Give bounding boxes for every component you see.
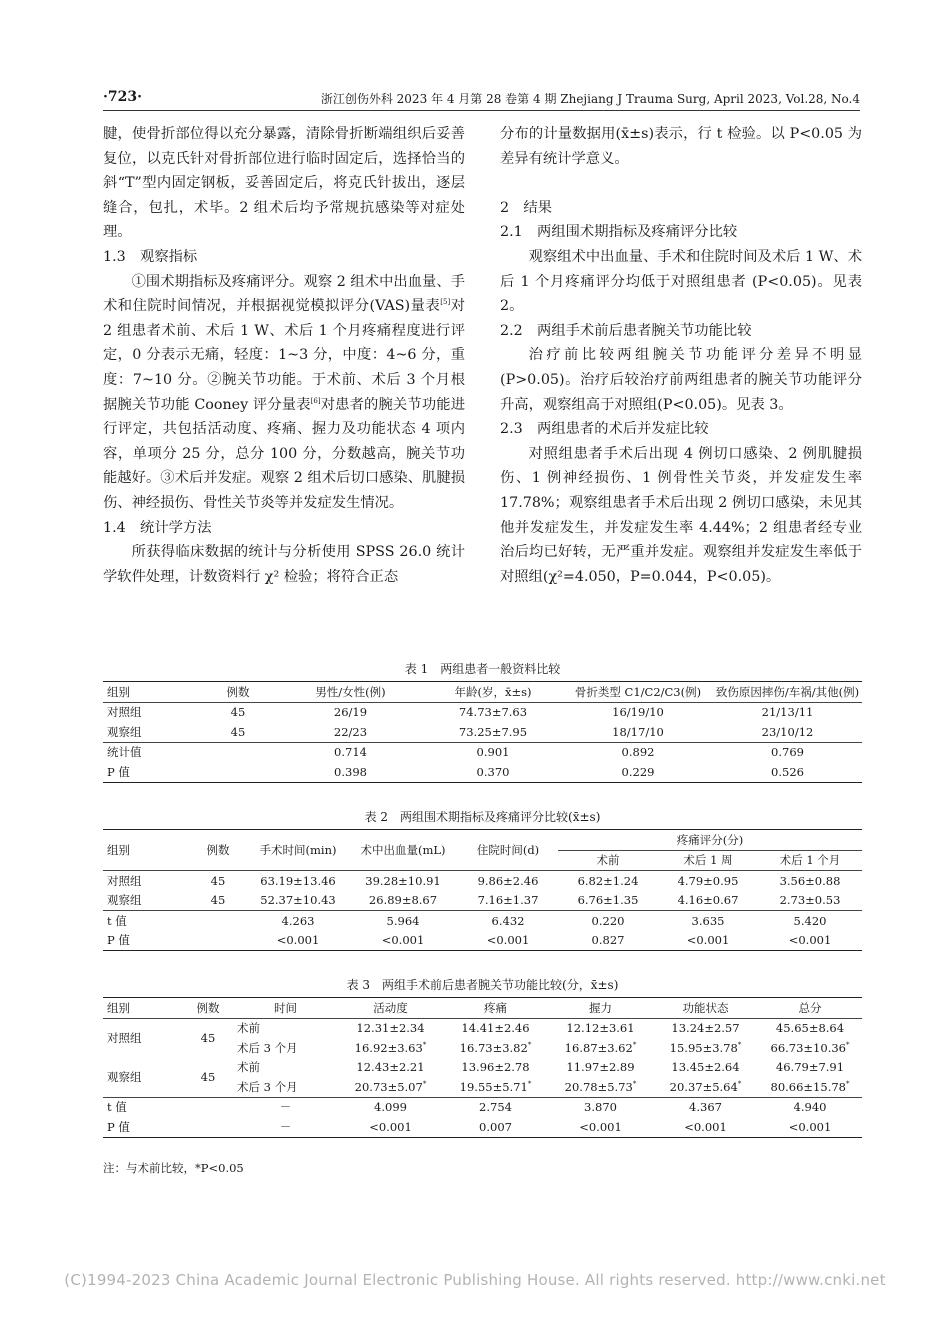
table-cell: 13.96±2.78 [461, 1060, 530, 1075]
journal-header: 浙江创伤外科 2023 年 4 月第 28 卷第 4 期 Zhejiang J Trauma Surg, April 2023, Vol.28, No.4 [320, 92, 860, 106]
table-cell: <0.001 [658, 931, 758, 951]
table-cell: 0.220 [558, 911, 658, 931]
table-header-cell: 术后 1 周 [683, 853, 733, 868]
method-paragraph: 腱，使骨折部位得以充分暴露，清除骨折断端组织后妥善复位，以克氏针对骨折部位进行临时固定后，选择恰当的斜“T”型内固定钢板，妥善固定后，将克氏针拔出，逐层缝合，包扎，术毕。2 组术后均予常规抗感染等对症处理。 [103, 126, 465, 241]
table-cell: 观察组 [107, 724, 142, 739]
table-row [103, 722, 862, 742]
table-cell: <0.001 [758, 931, 862, 951]
table-cell: 对照组 [103, 871, 188, 891]
table-cell: <0.001 [653, 1117, 758, 1137]
table-header-cell: 术中出血量(mL) [348, 830, 458, 871]
table-cell: 12.12±3.61 [548, 1018, 653, 1038]
table-cell: 0.526 [713, 762, 862, 782]
table-cell: 2.73±0.53 [779, 893, 841, 908]
section-1-4-heading: 1.4 统计学方法 [103, 519, 212, 536]
table-cell: 45.65±8.64 [758, 1018, 862, 1038]
table-cell: 6.432 [458, 911, 558, 931]
table-cell: <0.001 [458, 931, 558, 951]
table-cell: 9.86±2.46 [458, 871, 558, 891]
table2 [103, 829, 862, 951]
table-cell: 11.97±2.89 [566, 1060, 635, 1075]
table-cell: 观察组 [107, 893, 142, 908]
table1-title: 表 1 两组患者一般资料比较 [404, 662, 561, 676]
table-header-row [103, 682, 862, 703]
table-cell: 46.79±7.91 [775, 1060, 845, 1075]
table-cell: 3.870 [548, 1097, 653, 1117]
table-cell: 45 [183, 1018, 233, 1058]
table-cell: 0.370 [423, 762, 563, 782]
table-cell: P 值 [103, 931, 188, 951]
table-header-cell: 男性/女性(例) [278, 682, 423, 703]
table-cell: 观察组 [107, 1070, 142, 1084]
table-cell: 0.892 [563, 742, 713, 762]
pain-score-header: 疼痛评分(分) [558, 830, 862, 851]
page-number: ·723· [103, 89, 142, 105]
table-cell: 26.89±8.67 [368, 893, 438, 908]
table-cell: 0.769 [713, 742, 862, 762]
table-cell: － [233, 1117, 338, 1137]
table-cell: 39.28±10.91 [348, 871, 458, 891]
results-2-1-paragraph: 观察组术中出血量、手术和住院时间及术后 1 W、术后 1 个月疼痛评分均低于对照组患者 (P<0.05)。见表 2。 [500, 248, 862, 315]
table-cell: 13.24±2.57 [653, 1018, 758, 1038]
table-cell: 19.55±5.71* [459, 1079, 532, 1094]
table-header-cell: 例数 [198, 682, 278, 703]
table-row [103, 1097, 862, 1117]
table-cell: 16/19/10 [563, 702, 713, 722]
table-header-cell: 功能状态 [653, 998, 758, 1019]
table-cell: <0.001 [338, 1117, 443, 1137]
table-cell: t 值 [103, 911, 188, 931]
table-cell: <0.001 [348, 931, 458, 951]
table-cell: 45 [198, 702, 278, 722]
table-row [103, 1018, 862, 1038]
table-cell: 术后 3 个月 [237, 1079, 298, 1094]
table-cell: 80.66±15.78* [770, 1079, 850, 1094]
table-cell: 13.45±2.64 [671, 1060, 740, 1075]
table-cell: 20.78±5.73* [564, 1079, 637, 1094]
table-cell: 73.25±7.95 [458, 724, 528, 739]
table-cell: 4.367 [653, 1097, 758, 1117]
table-cell: 12.31±2.34 [338, 1018, 443, 1038]
table-row [103, 891, 862, 911]
table-cell [198, 762, 278, 782]
table-cell: 4.940 [758, 1097, 862, 1117]
table-cell: 20.73±5.07* [354, 1079, 427, 1094]
table-header-cell: 致伤原因摔伤/车祸/其他(例) [713, 682, 862, 703]
table-cell: 5.964 [348, 911, 458, 931]
table3-footnote: 注：与术前比较，*P<0.05 [103, 1161, 244, 1175]
table-row [103, 1117, 862, 1137]
table2-title: 表 2 两组围术期指标及疼痛评分比较(x̄±s) [364, 810, 601, 824]
table-cell: P 值 [103, 1117, 183, 1137]
table-cell: 0.827 [558, 931, 658, 951]
table-header-cell: 组别 [103, 998, 183, 1019]
table-cell: 6.82±1.24 [558, 871, 658, 891]
table-header-cell: 总分 [758, 998, 862, 1019]
table-cell: 0.229 [563, 762, 713, 782]
table-cell: 18/17/10 [612, 724, 664, 739]
table-cell: 22/23 [333, 724, 368, 739]
table-cell: 5.420 [758, 911, 862, 931]
table-cell [198, 742, 278, 762]
stats-paragraph-cont: 分布的计量数据用(x̄±s)表示，行 t 检验。以 P<0.05 为差异有统计学意义。 [500, 126, 862, 167]
table-cell: 0.714 [278, 742, 423, 762]
table-cell: 15.95±3.78* [669, 1040, 742, 1055]
table-header-cell: 例数 [183, 998, 233, 1019]
table-cell: 3.635 [658, 911, 758, 931]
stats-paragraph: 所获得临床数据的统计与分析使用 SPSS 26.0 统计学软件处理，计数资料行 χ² 检验；将符合正态 [103, 544, 465, 585]
table-header-row [103, 830, 862, 851]
table-cell: 4.263 [248, 911, 348, 931]
table-cell: 16.92±3.63* [354, 1040, 427, 1055]
table-cell: 7.16±1.37 [477, 893, 539, 908]
table-cell: 26/19 [278, 702, 423, 722]
results-2-3-paragraph: 对照组患者手术后出现 4 例切口感染、2 例肌腱损伤、1 例神经损伤、1 例骨性关节炎，并发症发生率 17.78%；观察组患者手术后出现 2 例切口感染，未见其他并发症发生，并发症发生率 4.44%；2 组患者经专业治后均已好转，无严重并发症。观察组并发症发生率低于对照组(χ²=4.050，P=0.044，P<0.05)。 [500, 445, 862, 585]
table-cell: 21/13/11 [713, 702, 862, 722]
section-2-heading: 2 结果 [500, 199, 552, 216]
table-row [103, 931, 862, 951]
table-cell: 45 [200, 1070, 216, 1084]
table-cell: 14.41±2.46 [443, 1018, 548, 1038]
table-header-cell: 住院时间(d) [458, 830, 558, 871]
results-2-2-paragraph: 治疗前比较两组腕关节功能评分差异不明显(P>0.05)。治疗后较治疗前两组患者的腕关节功能评分升高，观察组高于对照组(P<0.05)。见表 3。 [500, 347, 862, 413]
table1 [103, 681, 862, 783]
table-cell: 术前 [237, 1060, 260, 1075]
table-cell: 3.56±0.88 [758, 871, 862, 891]
table-row [103, 1058, 862, 1078]
table-header-cell: 骨折类型 C1/C2/C3(例) [563, 682, 713, 703]
right-column [500, 122, 862, 589]
table-cell: 20.37±5.64* [669, 1079, 742, 1094]
table-cell: 66.73±10.36* [770, 1040, 850, 1055]
left-column [103, 122, 465, 589]
table-cell: <0.001 [248, 931, 348, 951]
table-cell [188, 931, 248, 951]
table-header-cell: 术前 [596, 853, 620, 868]
table-cell: 0.901 [423, 742, 563, 762]
table-cell: 45 [210, 893, 226, 908]
table-cell: <0.001 [758, 1117, 862, 1137]
table-cell: 16.73±3.82* [459, 1040, 532, 1055]
table-cell: 63.19±13.46 [248, 871, 348, 891]
citation-6: [6] [310, 396, 321, 405]
table-cell: － [233, 1097, 338, 1117]
indicators-paragraph: ①围术期指标及疼痛评分。观察 2 组术中出血量、手术和住院时间情况，并根据视觉模拟评分(VAS)量表[5]对 2 组患者术前、术后 1 W、术后 1 个月疼痛程度进行评定，0 分表示无痛，轻度：1~3 分，中度：4~6 分，重度：7~10 分。②腕关节功能。于术前、术后 3 个月根据腕关节功能 Cooney 评分量表[6]对患者的腕关节功能进行评定，共包括活动度、疼痛、握力及功能状态 4 项内容，单项分 25 分，总分 100 分，分数越高，腕关节功能越好。③术后并发症。观察 2 组术后切口感染、肌腱损伤、神经损伤、骨性关节炎等并发症发生情况。 [103, 273, 465, 511]
table-header-cell: 疼痛 [443, 998, 548, 1019]
table-cell: <0.001 [548, 1117, 653, 1137]
table-header-cell: 时间 [233, 998, 338, 1019]
table-row [103, 871, 862, 891]
section-1-3-heading: 1.3 观察指标 [103, 248, 198, 265]
table-cell [188, 911, 248, 931]
table-header-cell: 握力 [548, 998, 653, 1019]
table-cell: 统计值 [103, 742, 198, 762]
section-2-3-heading: 2.3 两组患者的术后并发症比较 [500, 421, 709, 438]
table-row [103, 702, 862, 722]
section-2-2-heading: 2.2 两组手术前后患者腕关节功能比较 [500, 322, 752, 339]
table-cell: 术前 [233, 1018, 338, 1038]
table-cell: 52.37±10.43 [260, 893, 336, 908]
table-header-cell: 组别 [103, 682, 198, 703]
table-cell: 74.73±7.63 [423, 702, 563, 722]
table-cell: P 值 [103, 762, 198, 782]
table-cell: 0.007 [443, 1117, 548, 1137]
table3 [103, 997, 862, 1138]
copyright-watermark: (C)1994-2023 China Academic Journal Electronic Publishing House. All rights reserved. http://www.cnki.net [64, 1271, 886, 1289]
table-cell: 16.87±3.62* [564, 1040, 637, 1055]
table-header-row [103, 998, 862, 1019]
header-rule [103, 110, 860, 111]
table-cell: 12.43±2.21 [356, 1060, 425, 1075]
table-header-cell: 术后 1 个月 [779, 853, 841, 868]
table-header-cell: 年龄(岁，x̄±s) [423, 682, 563, 703]
citation-5: [5] [440, 298, 451, 307]
table-cell: 2.754 [443, 1097, 548, 1117]
table-cell: 23/10/12 [761, 724, 814, 739]
table-cell: 对照组 [103, 1018, 183, 1058]
table-row [103, 742, 862, 762]
table-cell: 45 [230, 724, 246, 739]
table-cell: t 值 [103, 1097, 183, 1117]
table-header-cell: 例数 [188, 830, 248, 871]
table-row [103, 762, 862, 782]
table3-title: 表 3 两组手术前后患者腕关节功能比较(分，x̄±s) [346, 978, 619, 992]
table-cell: 对照组 [103, 702, 198, 722]
table-cell: 6.76±1.35 [577, 893, 639, 908]
table-row [103, 911, 862, 931]
table-cell: 4.16±0.67 [677, 893, 739, 908]
table-cell: 4.79±0.95 [658, 871, 758, 891]
table-cell: 45 [188, 871, 248, 891]
table-header-cell: 手术时间(min) [248, 830, 348, 871]
table-cell: 0.398 [278, 762, 423, 782]
table-header-cell: 活动度 [338, 998, 443, 1019]
section-2-1-heading: 2.1 两组围术期指标及疼痛评分比较 [500, 224, 738, 241]
table-cell: 术后 3 个月 [237, 1040, 298, 1055]
table-cell: 4.099 [338, 1097, 443, 1117]
table-header-cell: 组别 [103, 830, 188, 871]
